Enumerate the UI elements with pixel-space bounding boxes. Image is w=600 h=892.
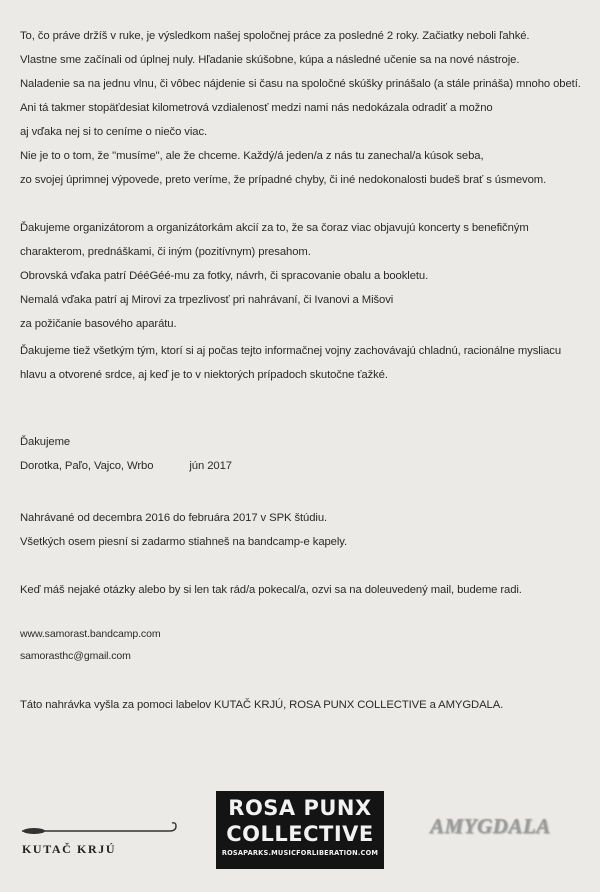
kutac-kriu-text: KUTAČ KRJÚ [22, 842, 117, 856]
intro-line-4: Ani tá takmer stopäťdesiat kilometrová vzdialenosť medzi nami nás nedokázala odradiť a možno [20, 102, 493, 114]
bandcamp-link[interactable]: www.samorast.bandcamp.com [20, 628, 161, 640]
thanks-line-5: za požičanie basového aparátu. [20, 318, 177, 330]
thanks-line-3: Obrovská vďaka patrí DééGéé-mu za fotky, návrh, či spracovanie obalu a bookletu. [20, 270, 429, 282]
intro-line-1: To, čo práve držíš v ruke, je výsledkom našej spoločnej práce za posledné 2 roky. Začiatky neboli ľahké. [20, 30, 530, 42]
signature-date: jún 2017 [189, 460, 232, 472]
recording-line-1: Nahrávané od decembra 2016 do februára 2017 v SPK štúdiu. [20, 512, 328, 524]
amygdala-logo: AMYGDALA [430, 814, 551, 838]
labels-note: Táto nahrávka vyšla za pomoci labelov KUTAČ KRJÚ, ROSA PUNX COLLECTIVE a AMYGDALA. [20, 699, 504, 711]
rosa-logo-line-2: COLLECTIVE [226, 822, 374, 846]
intro-line-3: Naladenie sa na jednu vlnu, či vôbec nájdenie si času na spoločné skúšky prinášalo (a stále prináša) mnoho obetí. [20, 78, 581, 90]
signature-heading: Ďakujeme [20, 436, 71, 448]
recording-line-2: Všetkých osem piesní si zadarmo stiahneš na bandcamp-e kapely. [20, 536, 348, 548]
rosa-logo-url: ROSAPARKS.MUSICFORLIBERATION.COM [221, 849, 379, 857]
rosa-punx-collective-logo [216, 791, 384, 869]
email-link[interactable]: samorasthc@gmail.com [20, 650, 131, 662]
intro-line-5: aj vďaka nej si to ceníme o niečo viac. [20, 126, 208, 138]
rosa-logo-line-1: ROSA PUNX [228, 796, 372, 820]
intro-line-7: zo svojej úprimnej výpovede, preto veríme, že prípadné chyby, či iné nedokonalosti budeš brať s úsmevom. [20, 174, 547, 186]
hook-line-icon [20, 822, 180, 836]
thanks-line-2: charakterom, prednáškami, či iným (pozitívnym) presahom. [20, 246, 311, 258]
kutac-kriu-logo [18, 818, 188, 858]
thanks-line-6: Ďakujeme tiež všetkým tým, ktorí si aj počas tejto informačnej vojny zachovávajú chladnú, racionálne mysliacu [20, 345, 562, 357]
thanks-line-1: Ďakujeme organizátorom a organizátorkám akcií za to, že sa čoraz viac objavujú koncerty s benefičným [20, 222, 529, 234]
signature-names: Dorotka, Paľo, Vajco, Wrbo [20, 460, 154, 472]
thanks-line-7: hlavu a otvorené srdce, aj keď je to v niektorých prípadoch skutočne ťažké. [20, 369, 388, 381]
contact-note: Keď máš nejaké otázky alebo by si len tak rád/a pokecal/a, ozvi sa na doleuvedený mail, budeme radi. [20, 584, 522, 596]
label-logos [0, 780, 600, 890]
intro-line-6: Nie je to o tom, že "musíme", ale že chceme. Každý/á jeden/a z nás tu zanechal/a kúsok seba, [20, 150, 484, 162]
thanks-line-4: Nemalá vďaka patrí aj Mirovi za trpezlivosť pri nahrávaní, či Ivanovi a Mišovi [20, 294, 394, 306]
signature-line [20, 456, 232, 477]
intro-line-2: Vlastne sme začínali od úplnej nuly. Hľadanie skúšobne, kúpa a následné učenie sa na nové nástroje. [20, 54, 520, 66]
